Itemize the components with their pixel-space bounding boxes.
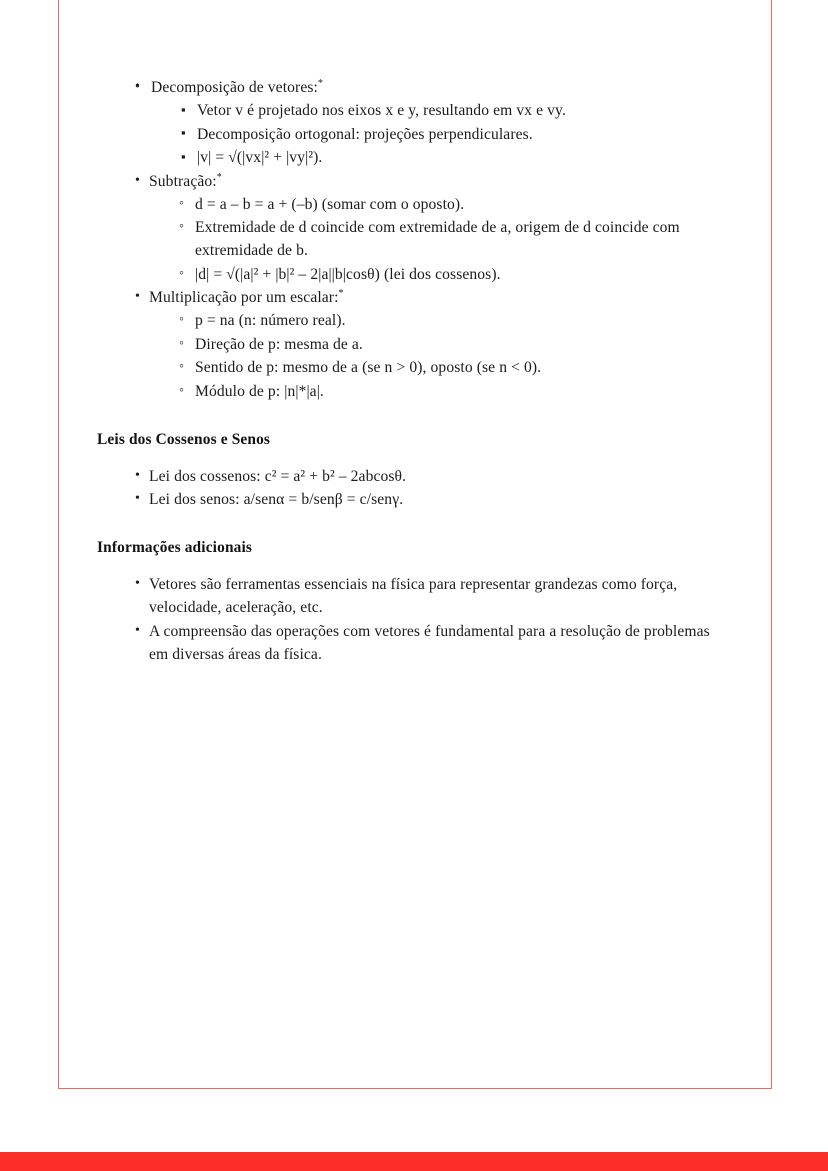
multiplicacao-label: Multiplicação por um escalar: xyxy=(149,289,339,306)
decomposicao-marker: * xyxy=(317,77,324,89)
list-item: • Lei dos cossenos: c² = a² + b² – 2abcosθ. xyxy=(135,465,733,488)
document-content xyxy=(59,0,771,666)
leis-list xyxy=(135,465,733,512)
list-item: ◦ |d| = √(|a|² + |b|² – 2|a||b|cosθ) (lei dos cossenos). xyxy=(179,263,733,286)
informacoes-list xyxy=(135,573,733,666)
list-item-subtracao xyxy=(135,170,733,286)
list-item: • Lei dos senos: a/senα = b/senβ = c/senγ. xyxy=(135,488,733,511)
list-continuation-wrapper xyxy=(135,76,733,169)
heading-leis-cossenos-senos: Leis dos Cossenos e Senos xyxy=(97,430,271,448)
subtracao-sublist xyxy=(179,193,733,286)
list-item: • A compreensão das operações com vetores é fundamental para a resolução de problemas em diversas áreas da física. xyxy=(135,620,733,666)
decomposicao-group xyxy=(135,76,733,169)
multiplicacao-sublist xyxy=(179,309,733,403)
list-item: ◦ Módulo de p: |n|*|a|. xyxy=(179,380,733,403)
list-item-multiplicacao xyxy=(135,286,733,403)
list-item: ◦ Sentido de p: mesmo de a (se n > 0), oposto (se n < 0). xyxy=(179,356,733,379)
list-item: ◦ Direção de p: mesma de a. xyxy=(179,333,733,356)
list-item: ▪ Vetor v é projetado nos eixos x e y, resultando em vx e vy. xyxy=(181,99,733,122)
list-item: ▪ Decomposição ortogonal: projeções perpendiculares. xyxy=(181,123,733,146)
list-item: • Vetores são ferramentas essenciais na física para representar grandezas como força, velocidade, aceleração, etc. xyxy=(135,573,733,619)
vector-operations-list xyxy=(135,76,733,169)
footer-red-band xyxy=(0,1152,828,1171)
list-item: ◦ Extremidade de d coincide com extremidade de a, origem de d coincide com extremidade de b. xyxy=(179,216,733,262)
list-item: ◦ p = na (n: número real). xyxy=(179,309,733,332)
decomposicao-sublist xyxy=(181,99,733,169)
subtracao-marker: * xyxy=(216,171,222,183)
list-item-decomposicao xyxy=(135,76,733,169)
list-item: ◦ d = a – b = a + (–b) (somar com o oposto). xyxy=(179,193,733,216)
list-item: ▪ |v| = √(|vx|² + |vy|²). xyxy=(181,146,733,169)
page-sheet xyxy=(58,0,772,1089)
heading-informacoes-adicionais: Informações adicionais xyxy=(97,539,253,556)
subtracao-label: Subtração: xyxy=(149,172,217,190)
operations-list-main xyxy=(135,170,733,403)
multiplicacao-marker: * xyxy=(338,287,344,299)
decomposicao-label: Decomposição de vetores: xyxy=(151,79,318,96)
